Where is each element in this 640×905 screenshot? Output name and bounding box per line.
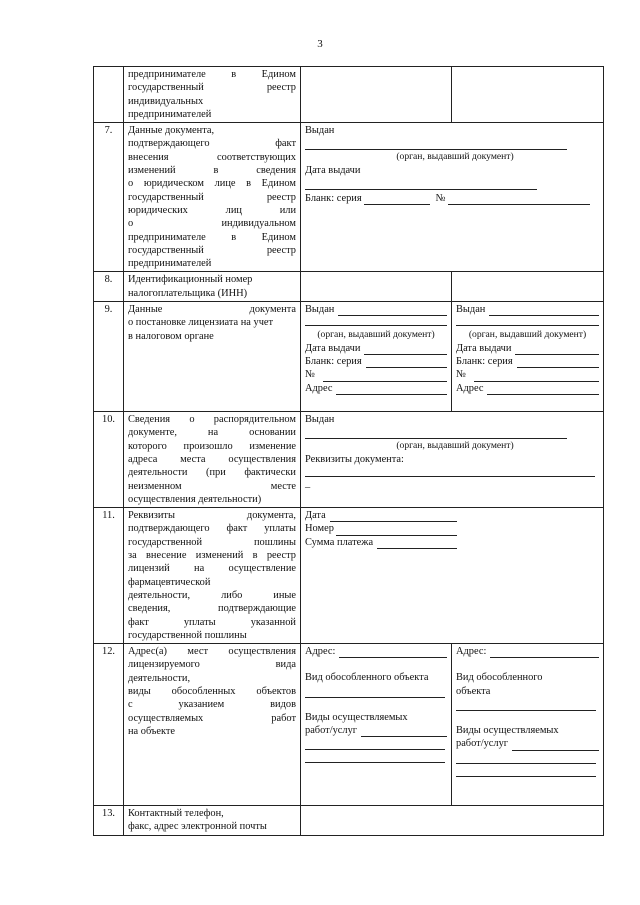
table-row-13 <box>94 806 604 836</box>
issuer-field[interactable] <box>338 305 447 316</box>
application-form-table <box>93 66 604 836</box>
number-sign-label: № <box>305 369 315 381</box>
object-type-label-1: Вид обособленного <box>456 672 543 684</box>
address-field[interactable] <box>487 384 599 395</box>
row-number: 13. <box>94 806 124 836</box>
value-cell-b[interactable] <box>452 67 604 123</box>
table-row-8 <box>94 272 604 302</box>
object-type-label-2: объекта <box>456 685 491 697</box>
works-label-1: Виды осуществляемых <box>305 711 408 723</box>
table-row-7 <box>94 123 604 272</box>
form-series-label: Бланк: серия <box>305 355 362 367</box>
issuer-caption: (орган, выдавший документ) <box>468 329 587 341</box>
form-number-field[interactable] <box>323 371 447 382</box>
issuer-line[interactable] <box>456 316 599 326</box>
issue-date-label: Дата выдачи <box>305 342 361 354</box>
value-cell-a[interactable] <box>301 67 452 123</box>
object-type-field[interactable] <box>456 698 596 711</box>
address-label: Адрес <box>456 382 484 394</box>
row-description: Данные документа, подтверждающего факт внесения соответствующих изменений в сведения о юридическом лице в Едином государственный реестр юридических лиц или о индивидуальном предпринимателе в Едином государственный реестр предпринимателей <box>124 123 301 272</box>
form-series-label: Бланк: серия <box>305 193 362 205</box>
address-field[interactable] <box>339 647 447 658</box>
table-row-9 <box>94 302 604 412</box>
issuer-caption: (орган, выдавший документ) <box>317 329 435 341</box>
requisites-dash: _ <box>305 477 311 489</box>
row-description: Адрес(а) мест осуществления лицензируемого вида деятельности, виды обособленных объектов с указанием видов осуществляемых работ на объекте <box>124 644 301 806</box>
table-row-11 <box>94 508 604 644</box>
row-number: 11. <box>94 508 124 644</box>
address-label: Адрес: <box>305 646 336 658</box>
form-series-field[interactable] <box>366 357 447 368</box>
activity-place-cell-b <box>452 644 604 806</box>
address-label: Адрес <box>305 382 333 394</box>
payment-date-field[interactable] <box>330 511 457 522</box>
row-description: Реквизиты документа, подтверждающего факт уплаты государственной пошлины за внесение изменений в реестр лицензий на осуществление фармацевтической деятельности, либо иные сведения, подтверждающие факт уплаты указанной государственной пошлины <box>124 508 301 644</box>
table-row-12 <box>94 644 604 806</box>
payment-amount-field[interactable] <box>377 538 457 549</box>
works-label-2: работ/услуг <box>456 738 509 750</box>
row-number: 9. <box>94 302 124 412</box>
issue-date-field[interactable] <box>305 177 537 190</box>
payment-number-field[interactable] <box>336 525 457 536</box>
number-sign-label: № <box>435 193 446 205</box>
issuer-caption: (орган, выдавший документ) <box>396 440 514 452</box>
number-label: Номер <box>305 523 334 535</box>
works-field-3[interactable] <box>305 750 445 763</box>
tax-doc-cell-b <box>452 302 604 412</box>
address-label: Адрес: <box>456 646 487 658</box>
issue-date-label: Дата выдачи <box>305 164 361 176</box>
issuer-field[interactable] <box>489 305 599 316</box>
row-number: 10. <box>94 412 124 508</box>
number-sign-label: № <box>456 369 466 381</box>
issuer-field[interactable] <box>305 426 567 439</box>
works-field-1[interactable] <box>361 726 447 737</box>
row-number <box>94 67 124 123</box>
works-field-1[interactable] <box>512 740 599 751</box>
form-series-label: Бланк: серия <box>456 355 513 367</box>
form-number-field[interactable] <box>448 194 590 205</box>
inn-cell-b[interactable] <box>452 272 604 302</box>
issuer-line[interactable] <box>305 316 447 326</box>
works-label-2: работ/услуг <box>305 725 358 737</box>
row-number: 12. <box>94 644 124 806</box>
contacts-cell[interactable] <box>301 806 604 836</box>
object-type-label: Вид обособленного объекта <box>305 672 429 684</box>
inn-cell-a[interactable] <box>301 272 452 302</box>
issued-label: Выдан <box>305 304 335 316</box>
row-number: 8. <box>94 272 124 302</box>
tax-doc-cell-a <box>301 302 452 412</box>
activity-place-cell-a <box>301 644 452 806</box>
form-series-field[interactable] <box>517 357 599 368</box>
address-field[interactable] <box>336 384 447 395</box>
works-field-2[interactable] <box>456 751 596 764</box>
object-type-field[interactable] <box>305 685 445 698</box>
issued-label: Выдан <box>305 125 335 137</box>
address-field[interactable] <box>490 647 599 658</box>
form-series-field[interactable] <box>364 194 430 205</box>
payment-details-cell <box>301 508 604 644</box>
requisites-label: Реквизиты документа: <box>305 453 404 465</box>
document-details-cell <box>301 123 604 272</box>
amount-label: Сумма платежа <box>305 536 374 548</box>
row-description: Данные документа о постановке лицензиата на учет в налоговом органе <box>124 302 301 412</box>
issuer-field[interactable] <box>305 137 567 150</box>
form-number-field[interactable] <box>474 371 599 382</box>
issuer-caption: (орган, выдавший документ) <box>396 151 514 163</box>
works-field-2[interactable] <box>305 737 445 750</box>
requisites-field[interactable] <box>305 466 595 477</box>
page-number: 3 <box>317 38 323 50</box>
row-description: Контактный телефон, факс, адрес электронной почты <box>124 806 301 836</box>
works-field-3[interactable] <box>456 764 596 777</box>
row-description: предпринимателе в Едином государственный реестр индивидуальных предпринимателей <box>124 67 301 123</box>
issue-date-field[interactable] <box>364 344 447 355</box>
row-number: 7. <box>94 123 124 272</box>
order-document-cell <box>301 412 604 508</box>
row-description: Сведения о распорядительном документе, на основании которого произошло изменение адреса места осуществления деятельности (при фактически неизменном месте осуществления деятельности) <box>124 412 301 508</box>
table-row-10 <box>94 412 604 508</box>
issued-label: Выдан <box>456 304 486 316</box>
row-description: Идентификационный номер налогоплательщика (ИНН) <box>124 272 301 302</box>
works-label-1: Виды осуществляемых <box>456 725 559 737</box>
table-row-6 <box>94 67 604 123</box>
issued-label: Выдан <box>305 414 335 426</box>
form-series-row <box>305 192 599 205</box>
date-label: Дата <box>305 510 326 522</box>
issue-date-label: Дата выдачи <box>456 342 512 354</box>
issue-date-field[interactable] <box>515 344 599 355</box>
